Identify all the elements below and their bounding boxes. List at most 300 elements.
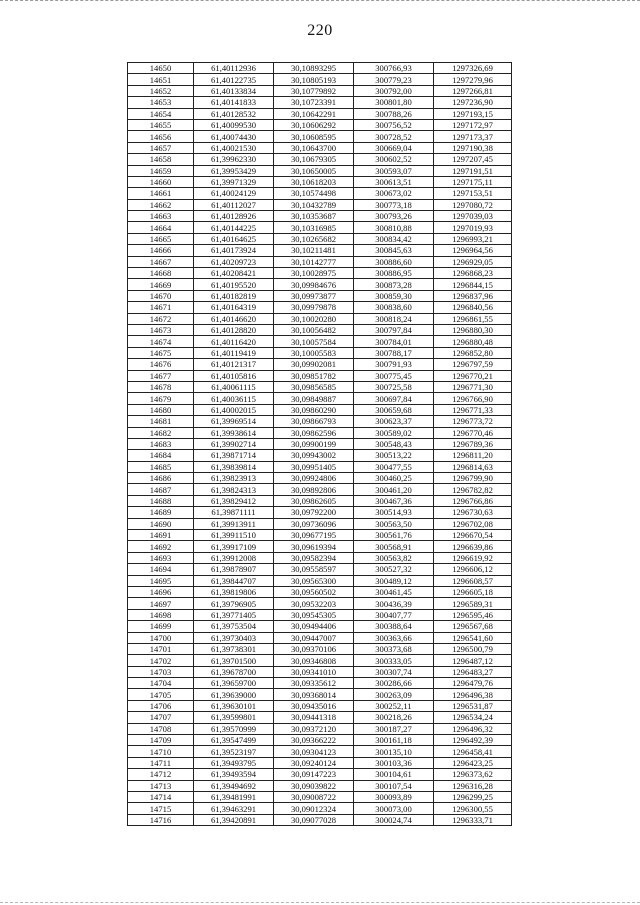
longitude-cell: 30,10574498 <box>274 188 354 199</box>
table-row <box>128 85 512 96</box>
x-coordinate-cell: 300810,88 <box>354 222 434 233</box>
table-row <box>128 427 512 438</box>
y-coordinate-cell: 1297326,69 <box>434 63 512 74</box>
latitude-cell: 61,40144225 <box>194 222 274 233</box>
point-number-cell: 14654 <box>128 108 194 119</box>
latitude-cell: 61,40119419 <box>194 347 274 358</box>
table-row <box>128 746 512 757</box>
longitude-cell: 30,10211481 <box>274 245 354 256</box>
table-row <box>128 222 512 233</box>
latitude-cell: 61,40074430 <box>194 131 274 142</box>
longitude-cell: 30,09008722 <box>274 792 354 803</box>
latitude-cell: 61,39911510 <box>194 530 274 541</box>
longitude-cell: 30,10608595 <box>274 131 354 142</box>
x-coordinate-cell: 300363,66 <box>354 632 434 643</box>
table-row <box>128 199 512 210</box>
latitude-cell: 61,40195520 <box>194 279 274 290</box>
x-coordinate-cell: 300613,51 <box>354 176 434 187</box>
table-row <box>128 632 512 643</box>
point-number-cell: 14653 <box>128 97 194 108</box>
latitude-cell: 61,40209723 <box>194 256 274 267</box>
longitude-cell: 30,10057584 <box>274 336 354 347</box>
y-coordinate-cell: 1296483,27 <box>434 666 512 677</box>
x-coordinate-cell: 300388,64 <box>354 621 434 632</box>
latitude-cell: 61,40105816 <box>194 370 274 381</box>
latitude-cell: 61,39599801 <box>194 712 274 723</box>
table-row <box>128 792 512 803</box>
point-number-cell: 14683 <box>128 438 194 449</box>
y-coordinate-cell: 1296670,54 <box>434 530 512 541</box>
table-row <box>128 735 512 746</box>
point-number-cell: 14690 <box>128 518 194 529</box>
point-number-cell: 14694 <box>128 564 194 575</box>
latitude-cell: 61,39962330 <box>194 154 274 165</box>
latitude-cell: 61,39523197 <box>194 746 274 757</box>
table-row <box>128 97 512 108</box>
longitude-cell: 30,09372120 <box>274 723 354 734</box>
x-coordinate-cell: 300793,26 <box>354 211 434 222</box>
x-coordinate-cell: 300527,32 <box>354 564 434 575</box>
longitude-cell: 30,10606292 <box>274 119 354 130</box>
x-coordinate-cell: 300563,82 <box>354 552 434 563</box>
table-row <box>128 484 512 495</box>
longitude-cell: 30,10650005 <box>274 165 354 176</box>
longitude-cell: 30,10805193 <box>274 74 354 85</box>
longitude-cell: 30,09368014 <box>274 689 354 700</box>
latitude-cell: 61,40061115 <box>194 381 274 392</box>
longitude-cell: 30,10142777 <box>274 256 354 267</box>
point-number-cell: 14687 <box>128 484 194 495</box>
longitude-cell: 30,09677195 <box>274 530 354 541</box>
y-coordinate-cell: 1297191,51 <box>434 165 512 176</box>
point-number-cell: 14688 <box>128 495 194 506</box>
x-coordinate-cell: 300801,80 <box>354 97 434 108</box>
x-coordinate-cell: 300775,45 <box>354 370 434 381</box>
y-coordinate-cell: 1296605,18 <box>434 586 512 597</box>
x-coordinate-cell: 300461,20 <box>354 484 434 495</box>
x-coordinate-cell: 300873,28 <box>354 279 434 290</box>
x-coordinate-cell: 300791,93 <box>354 359 434 370</box>
longitude-cell: 30,09900199 <box>274 438 354 449</box>
x-coordinate-cell: 300461,45 <box>354 586 434 597</box>
point-number-cell: 14670 <box>128 290 194 301</box>
x-coordinate-cell: 300797,84 <box>354 324 434 335</box>
point-number-cell: 14692 <box>128 541 194 552</box>
table-row <box>128 74 512 85</box>
point-number-cell: 14701 <box>128 643 194 654</box>
longitude-cell: 30,10020280 <box>274 313 354 324</box>
latitude-cell: 61,39878907 <box>194 564 274 575</box>
x-coordinate-cell: 300373,68 <box>354 643 434 654</box>
x-coordinate-cell: 300659,68 <box>354 404 434 415</box>
y-coordinate-cell: 1297175,11 <box>434 176 512 187</box>
point-number-cell: 14680 <box>128 404 194 415</box>
latitude-cell: 61,39463291 <box>194 803 274 814</box>
x-coordinate-cell: 300135,10 <box>354 746 434 757</box>
y-coordinate-cell: 1296773,72 <box>434 416 512 427</box>
latitude-cell: 61,40122735 <box>194 74 274 85</box>
y-coordinate-cell: 1296534,24 <box>434 712 512 723</box>
y-coordinate-cell: 1296782,82 <box>434 484 512 495</box>
y-coordinate-cell: 1296766,86 <box>434 495 512 506</box>
longitude-cell: 30,09558597 <box>274 564 354 575</box>
x-coordinate-cell: 300673,02 <box>354 188 434 199</box>
y-coordinate-cell: 1297193,15 <box>434 108 512 119</box>
x-coordinate-cell: 300218,26 <box>354 712 434 723</box>
bottom-dashed-rule <box>0 902 640 903</box>
y-coordinate-cell: 1296814,63 <box>434 461 512 472</box>
longitude-cell: 30,09370106 <box>274 643 354 654</box>
y-coordinate-cell: 1296837,96 <box>434 290 512 301</box>
table-row <box>128 757 512 768</box>
point-number-cell: 14711 <box>128 757 194 768</box>
longitude-cell: 30,09984676 <box>274 279 354 290</box>
latitude-cell: 61,39494692 <box>194 780 274 791</box>
table-row <box>128 814 512 825</box>
table-row <box>128 769 512 780</box>
latitude-cell: 61,39796905 <box>194 598 274 609</box>
y-coordinate-cell: 1296487,12 <box>434 655 512 666</box>
longitude-cell: 30,10679305 <box>274 154 354 165</box>
x-coordinate-cell: 300623,37 <box>354 416 434 427</box>
table-row <box>128 700 512 711</box>
y-coordinate-cell: 1296771,33 <box>434 404 512 415</box>
point-number-cell: 14652 <box>128 85 194 96</box>
x-coordinate-cell: 300725,58 <box>354 381 434 392</box>
x-coordinate-cell: 300697,84 <box>354 393 434 404</box>
x-coordinate-cell: 300886,95 <box>354 268 434 279</box>
latitude-cell: 61,40121317 <box>194 359 274 370</box>
x-coordinate-cell: 300513,22 <box>354 450 434 461</box>
longitude-cell: 30,10353687 <box>274 211 354 222</box>
point-number-cell: 14706 <box>128 700 194 711</box>
y-coordinate-cell: 1297266,81 <box>434 85 512 96</box>
longitude-cell: 30,09973877 <box>274 290 354 301</box>
point-number-cell: 14661 <box>128 188 194 199</box>
table-row <box>128 643 512 654</box>
x-coordinate-cell: 300307,74 <box>354 666 434 677</box>
longitude-cell: 30,09366222 <box>274 735 354 746</box>
y-coordinate-cell: 1296880,48 <box>434 336 512 347</box>
y-coordinate-cell: 1296608,57 <box>434 575 512 586</box>
x-coordinate-cell: 300161,18 <box>354 735 434 746</box>
latitude-cell: 61,39481991 <box>194 792 274 803</box>
y-coordinate-cell: 1296868,23 <box>434 268 512 279</box>
table-row <box>128 131 512 142</box>
latitude-cell: 61,40036115 <box>194 393 274 404</box>
longitude-cell: 30,09951405 <box>274 461 354 472</box>
y-coordinate-cell: 1296799,90 <box>434 473 512 484</box>
y-coordinate-cell: 1296333,71 <box>434 814 512 825</box>
y-coordinate-cell: 1296770,21 <box>434 370 512 381</box>
point-number-cell: 14704 <box>128 678 194 689</box>
y-coordinate-cell: 1296766,90 <box>434 393 512 404</box>
table-row <box>128 108 512 119</box>
longitude-cell: 30,09979878 <box>274 302 354 313</box>
y-coordinate-cell: 1296316,28 <box>434 780 512 791</box>
x-coordinate-cell: 300784,01 <box>354 336 434 347</box>
longitude-cell: 30,09147223 <box>274 769 354 780</box>
longitude-cell: 30,10642291 <box>274 108 354 119</box>
latitude-cell: 61,40141833 <box>194 97 274 108</box>
table-row <box>128 438 512 449</box>
longitude-cell: 30,09866793 <box>274 416 354 427</box>
longitude-cell: 30,10316985 <box>274 222 354 233</box>
latitude-cell: 61,40133834 <box>194 85 274 96</box>
point-number-cell: 14668 <box>128 268 194 279</box>
table-row <box>128 393 512 404</box>
y-coordinate-cell: 1296964,56 <box>434 245 512 256</box>
latitude-cell: 61,39912008 <box>194 552 274 563</box>
x-coordinate-cell: 300252,11 <box>354 700 434 711</box>
point-number-cell: 14684 <box>128 450 194 461</box>
point-number-cell: 14666 <box>128 245 194 256</box>
table-row <box>128 552 512 563</box>
coordinates-table-body <box>128 63 512 826</box>
latitude-cell: 61,39824313 <box>194 484 274 495</box>
table-row <box>128 655 512 666</box>
y-coordinate-cell: 1296496,38 <box>434 689 512 700</box>
latitude-cell: 61,39917109 <box>194 541 274 552</box>
y-coordinate-cell: 1296606,12 <box>434 564 512 575</box>
longitude-cell: 30,09346808 <box>274 655 354 666</box>
point-number-cell: 14685 <box>128 461 194 472</box>
point-number-cell: 14702 <box>128 655 194 666</box>
x-coordinate-cell: 300514,93 <box>354 507 434 518</box>
table-row <box>128 176 512 187</box>
table-row <box>128 780 512 791</box>
longitude-cell: 30,09494406 <box>274 621 354 632</box>
point-number-cell: 14699 <box>128 621 194 632</box>
point-number-cell: 14693 <box>128 552 194 563</box>
point-number-cell: 14695 <box>128 575 194 586</box>
longitude-cell: 30,09545305 <box>274 609 354 620</box>
latitude-cell: 61,40128532 <box>194 108 274 119</box>
table-row <box>128 678 512 689</box>
longitude-cell: 30,09851782 <box>274 370 354 381</box>
x-coordinate-cell: 300333,05 <box>354 655 434 666</box>
table-row <box>128 347 512 358</box>
latitude-cell: 61,39913911 <box>194 518 274 529</box>
longitude-cell: 30,10432789 <box>274 199 354 210</box>
point-number-cell: 14676 <box>128 359 194 370</box>
latitude-cell: 61,39570999 <box>194 723 274 734</box>
longitude-cell: 30,09736096 <box>274 518 354 529</box>
y-coordinate-cell: 1297190,38 <box>434 142 512 153</box>
point-number-cell: 14691 <box>128 530 194 541</box>
table-row <box>128 256 512 267</box>
table-row <box>128 359 512 370</box>
x-coordinate-cell: 300602,52 <box>354 154 434 165</box>
latitude-cell: 61,40128820 <box>194 324 274 335</box>
x-coordinate-cell: 300568,91 <box>354 541 434 552</box>
latitude-cell: 61,40112027 <box>194 199 274 210</box>
longitude-cell: 30,09565300 <box>274 575 354 586</box>
point-number-cell: 14669 <box>128 279 194 290</box>
y-coordinate-cell: 1296589,31 <box>434 598 512 609</box>
table-row <box>128 723 512 734</box>
latitude-cell: 61,40021530 <box>194 142 274 153</box>
latitude-cell: 61,39938614 <box>194 427 274 438</box>
y-coordinate-cell: 1297039,03 <box>434 211 512 222</box>
table-row <box>128 142 512 153</box>
latitude-cell: 61,39839814 <box>194 461 274 472</box>
longitude-cell: 30,10779892 <box>274 85 354 96</box>
x-coordinate-cell: 300756,52 <box>354 119 434 130</box>
x-coordinate-cell: 300286,66 <box>354 678 434 689</box>
y-coordinate-cell: 1296567,68 <box>434 621 512 632</box>
point-number-cell: 14714 <box>128 792 194 803</box>
point-number-cell: 14698 <box>128 609 194 620</box>
point-number-cell: 14663 <box>128 211 194 222</box>
x-coordinate-cell: 300838,60 <box>354 302 434 313</box>
y-coordinate-cell: 1296844,15 <box>434 279 512 290</box>
point-number-cell: 14696 <box>128 586 194 597</box>
latitude-cell: 61,40112936 <box>194 63 274 74</box>
longitude-cell: 30,10723391 <box>274 97 354 108</box>
table-row <box>128 370 512 381</box>
longitude-cell: 30,09849887 <box>274 393 354 404</box>
longitude-cell: 30,09039822 <box>274 780 354 791</box>
table-row <box>128 461 512 472</box>
table-row <box>128 495 512 506</box>
latitude-cell: 61,40116420 <box>194 336 274 347</box>
y-coordinate-cell: 1297279,96 <box>434 74 512 85</box>
table-row <box>128 302 512 313</box>
longitude-cell: 30,09943002 <box>274 450 354 461</box>
x-coordinate-cell: 300477,55 <box>354 461 434 472</box>
table-row <box>128 507 512 518</box>
x-coordinate-cell: 300093,89 <box>354 792 434 803</box>
point-number-cell: 14655 <box>128 119 194 130</box>
x-coordinate-cell: 300792,00 <box>354 85 434 96</box>
table-row <box>128 473 512 484</box>
table-row <box>128 279 512 290</box>
latitude-cell: 61,39902714 <box>194 438 274 449</box>
point-number-cell: 14658 <box>128 154 194 165</box>
y-coordinate-cell: 1296300,55 <box>434 803 512 814</box>
point-number-cell: 14673 <box>128 324 194 335</box>
longitude-cell: 30,09792200 <box>274 507 354 518</box>
y-coordinate-cell: 1296880,30 <box>434 324 512 335</box>
latitude-cell: 61,39953429 <box>194 165 274 176</box>
point-number-cell: 14708 <box>128 723 194 734</box>
x-coordinate-cell: 300563,50 <box>354 518 434 529</box>
x-coordinate-cell: 300773,18 <box>354 199 434 210</box>
table-row <box>128 416 512 427</box>
y-coordinate-cell: 1296840,56 <box>434 302 512 313</box>
x-coordinate-cell: 300467,36 <box>354 495 434 506</box>
y-coordinate-cell: 1296702,08 <box>434 518 512 529</box>
x-coordinate-cell: 300788,17 <box>354 347 434 358</box>
x-coordinate-cell: 300073,00 <box>354 803 434 814</box>
latitude-cell: 61,40024129 <box>194 188 274 199</box>
point-number-cell: 14712 <box>128 769 194 780</box>
y-coordinate-cell: 1296797,59 <box>434 359 512 370</box>
latitude-cell: 61,39659700 <box>194 678 274 689</box>
point-number-cell: 14677 <box>128 370 194 381</box>
longitude-cell: 30,09077028 <box>274 814 354 825</box>
latitude-cell: 61,39730403 <box>194 632 274 643</box>
latitude-cell: 61,39701500 <box>194 655 274 666</box>
latitude-cell: 61,39829412 <box>194 495 274 506</box>
longitude-cell: 30,09856585 <box>274 381 354 392</box>
latitude-cell: 61,40164319 <box>194 302 274 313</box>
longitude-cell: 30,09447007 <box>274 632 354 643</box>
longitude-cell: 30,09582394 <box>274 552 354 563</box>
table-row <box>128 530 512 541</box>
latitude-cell: 61,40128926 <box>194 211 274 222</box>
point-number-cell: 14713 <box>128 780 194 791</box>
latitude-cell: 61,40002015 <box>194 404 274 415</box>
latitude-cell: 61,39971329 <box>194 176 274 187</box>
x-coordinate-cell: 300788,26 <box>354 108 434 119</box>
x-coordinate-cell: 300104,61 <box>354 769 434 780</box>
longitude-cell: 30,09862596 <box>274 427 354 438</box>
latitude-cell: 61,39493795 <box>194 757 274 768</box>
page-number: 220 <box>307 22 333 39</box>
latitude-cell: 61,39969514 <box>194 416 274 427</box>
point-number-cell: 14705 <box>128 689 194 700</box>
y-coordinate-cell: 1296789,36 <box>434 438 512 449</box>
x-coordinate-cell: 300886,60 <box>354 256 434 267</box>
longitude-cell: 30,09560502 <box>274 586 354 597</box>
table-row <box>128 598 512 609</box>
longitude-cell: 30,09341010 <box>274 666 354 677</box>
longitude-cell: 30,09532203 <box>274 598 354 609</box>
y-coordinate-cell: 1296541,60 <box>434 632 512 643</box>
x-coordinate-cell: 300593,07 <box>354 165 434 176</box>
point-number-cell: 14675 <box>128 347 194 358</box>
latitude-cell: 61,40208421 <box>194 268 274 279</box>
latitude-cell: 61,39823913 <box>194 473 274 484</box>
latitude-cell: 61,39678700 <box>194 666 274 677</box>
table-row <box>128 245 512 256</box>
latitude-cell: 61,39819806 <box>194 586 274 597</box>
table-row <box>128 621 512 632</box>
longitude-cell: 30,10618203 <box>274 176 354 187</box>
table-row <box>128 63 512 74</box>
latitude-cell: 61,39639000 <box>194 689 274 700</box>
latitude-cell: 61,39871111 <box>194 507 274 518</box>
longitude-cell: 30,09892806 <box>274 484 354 495</box>
point-number-cell: 14667 <box>128 256 194 267</box>
x-coordinate-cell: 300845,63 <box>354 245 434 256</box>
y-coordinate-cell: 1296861,55 <box>434 313 512 324</box>
table-row <box>128 450 512 461</box>
y-coordinate-cell: 1296496,32 <box>434 723 512 734</box>
point-number-cell: 14665 <box>128 233 194 244</box>
table-row <box>128 712 512 723</box>
y-coordinate-cell: 1296531,87 <box>434 700 512 711</box>
latitude-cell: 61,39771405 <box>194 609 274 620</box>
latitude-cell: 61,39630101 <box>194 700 274 711</box>
y-coordinate-cell: 1296993,21 <box>434 233 512 244</box>
table-row <box>128 803 512 814</box>
point-number-cell: 14662 <box>128 199 194 210</box>
point-number-cell: 14686 <box>128 473 194 484</box>
point-number-cell: 14707 <box>128 712 194 723</box>
point-number-cell: 14716 <box>128 814 194 825</box>
y-coordinate-cell: 1296458,41 <box>434 746 512 757</box>
table-row <box>128 119 512 130</box>
point-number-cell: 14682 <box>128 427 194 438</box>
table-row <box>128 268 512 279</box>
table-row <box>128 165 512 176</box>
y-coordinate-cell: 1296492,39 <box>434 735 512 746</box>
table-row <box>128 666 512 677</box>
y-coordinate-cell: 1297172,97 <box>434 119 512 130</box>
